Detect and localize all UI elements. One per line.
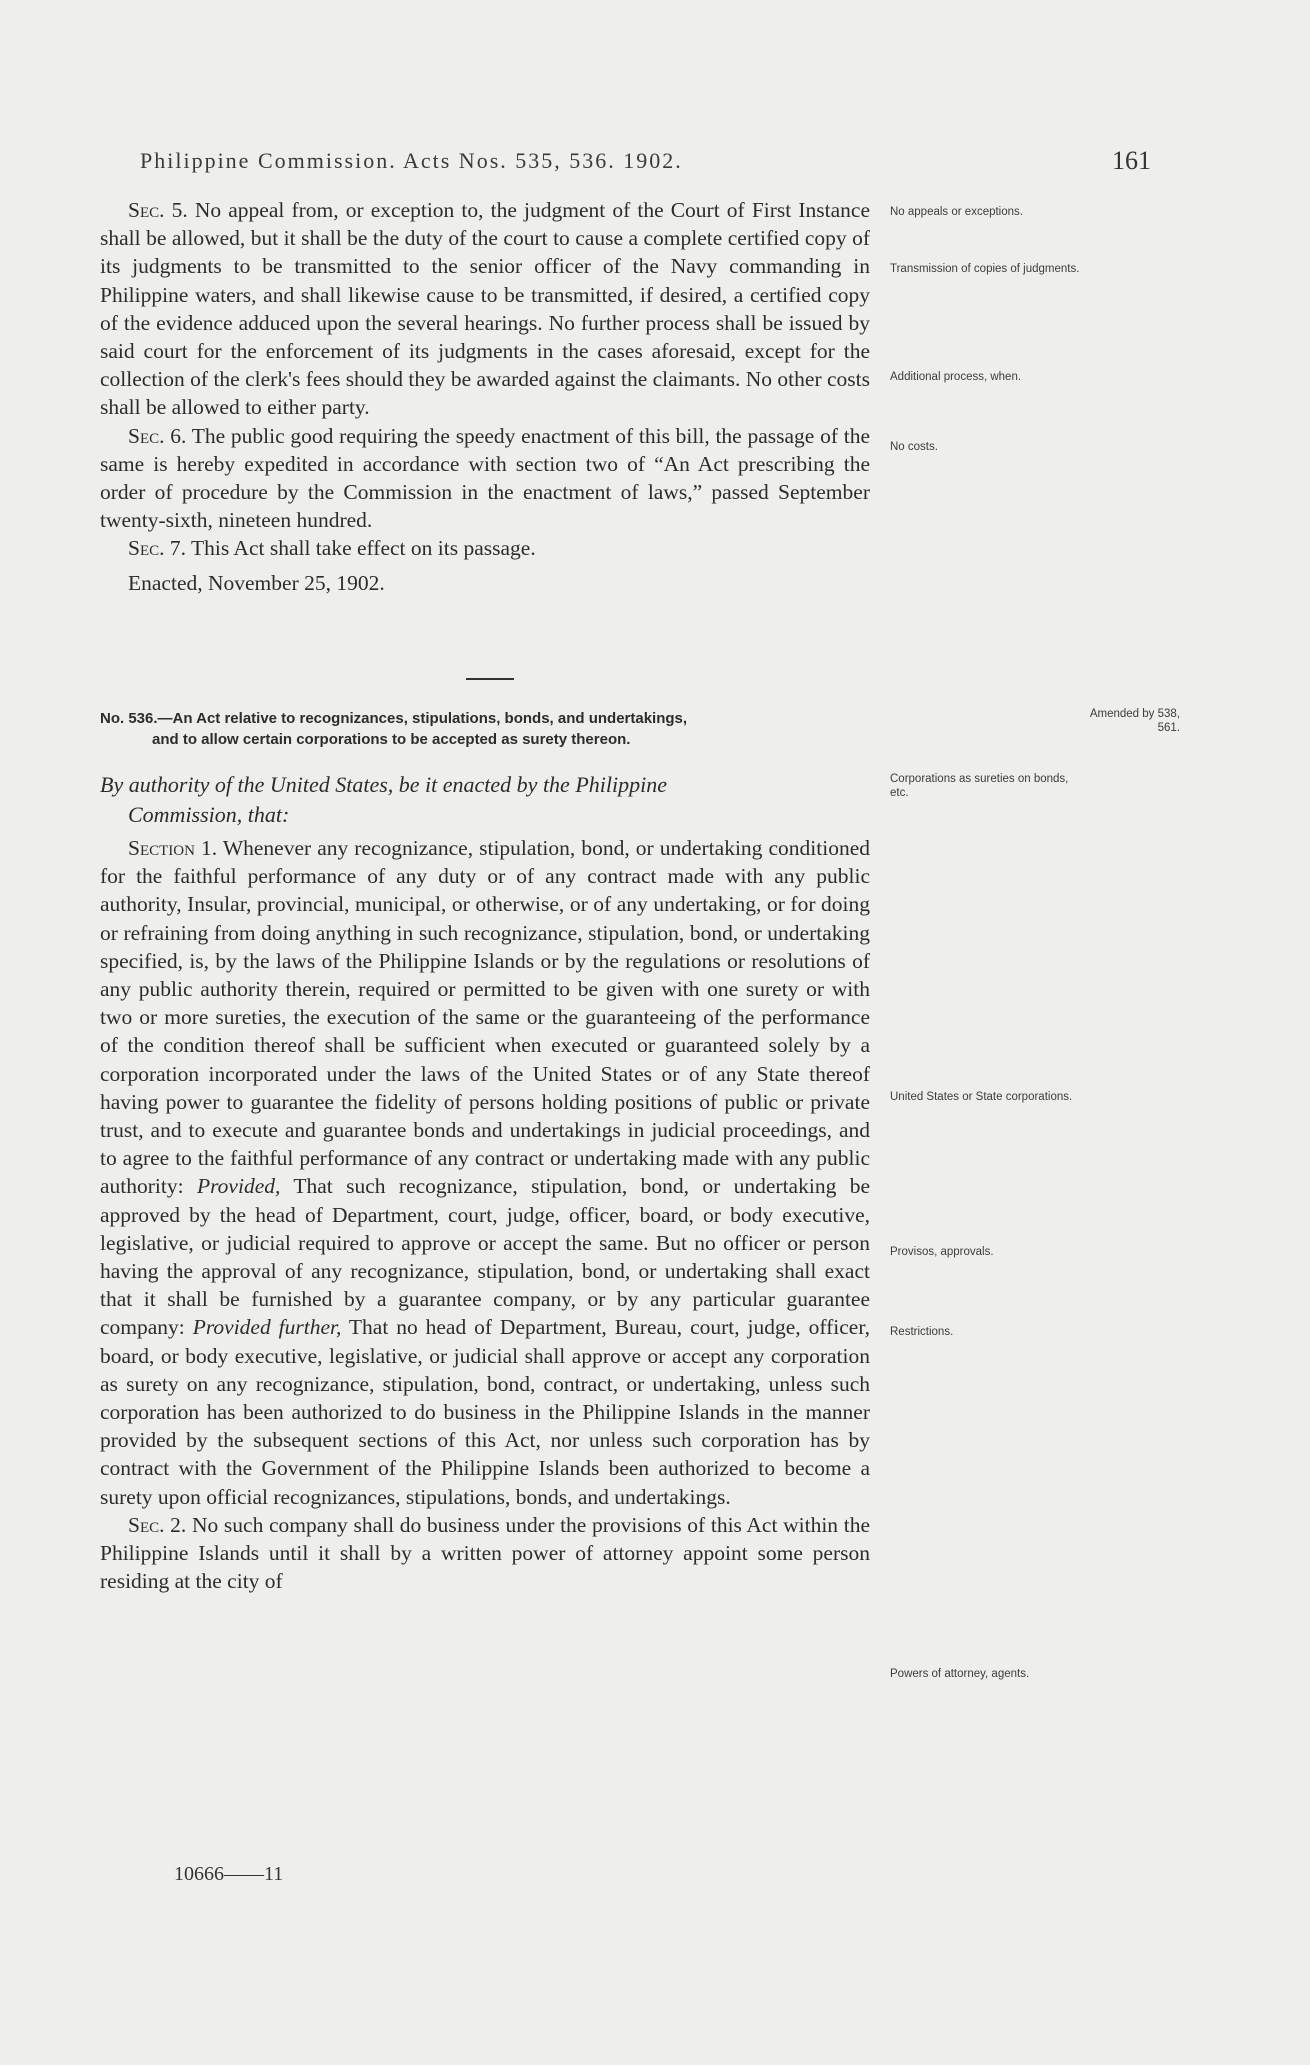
section-1: [100, 834, 870, 1511]
section-5: [100, 196, 870, 422]
section-7: [100, 534, 870, 562]
section-label: Sec. 2.: [128, 1512, 187, 1537]
section-body: No appeal from, or exception to, the judgment of the Court of First Instance shall be allowed, but it shall be the duty of the court to cause a complete certified copy of its judgments to be transmitted to the senior officer of the Navy commanding in Philippine waters, and shall likewise cause to be transmitted, if desired, a certified copy of the evidence adduced upon the several hearings. No further process shall be issued by said court for the enforcement of its judgments in the cases aforesaid, except for the collection of the clerk's fees should they be awarded against the claimants. No other costs shall be allowed to either party.: [100, 198, 870, 420]
section-label: Sec. 6.: [128, 423, 187, 448]
margin-note-provisos: Provisos, approvals.: [890, 1246, 994, 1258]
act-heading: [100, 708, 900, 750]
section-body: That no head of Department, Bureau, court, judge, officer, board, or body executive, legislative, or judicial shall approve or accept any corporation as surety on any recognizance, stipulation, bond, contract, or undertaking, unless such corporation has been authorized to do business in the Philippine Islands in the manner provided by the subsequent sections of this Act, nor unless such corporation has by contract with the Government of the Philippine Islands been authorized to become a surety upon official recognizances, stipulations, bonds, and undertakings.: [100, 1315, 870, 1509]
margin-note-amended: Amended by 538, 561.: [1089, 708, 1180, 734]
enacting-line1: By authority of the United States, be it enacted by the Philippine: [100, 772, 667, 797]
margin-note-corporations: Corporations as sureties on bonds, etc.: [890, 773, 1069, 799]
margin-note-no-costs: No costs.: [890, 441, 938, 453]
section-body: No such company shall do business under the provisions of this Act within the Philippine Islands until it shall by a written power of attorney appoint some person residing at the city of: [100, 1512, 870, 1594]
act-heading-line1: No. 536.—An Act relative to recognizances, stipulations, bonds, and undertakings,: [100, 710, 688, 727]
act535-text: [100, 196, 870, 597]
page-number: 161: [1112, 146, 1151, 175]
margin-note-restrictions: Restrictions.: [890, 1326, 954, 1338]
proviso-label: Provided further,: [192, 1315, 342, 1340]
act536-text: [100, 834, 870, 1595]
margin-note-transmission: Transmission of copies of judgments.: [890, 263, 1080, 275]
enacted-date: Enacted, November 25, 1902.: [128, 570, 385, 595]
printer-signature: 10666——11: [174, 1863, 284, 1885]
margin-note-additional-process: Additional process, when.: [890, 371, 1022, 383]
section-6: [100, 422, 870, 535]
margin-note-us-state-corporations: United States or State corporations.: [890, 1091, 1073, 1103]
section-2: [100, 1511, 870, 1596]
margin-note-powers-of-attorney: Powers of attorney, agents.: [890, 1668, 1030, 1680]
running-title: Philippine Commission. Acts Nos. 535, 536. 1902.: [140, 148, 683, 173]
section-body: This Act shall take effect on its passage.: [191, 536, 536, 561]
section-body: The public good requiring the speedy enactment of this bill, the passage of the same is hereby expedited in accordance with section two of “An Act prescribing the order of procedure by the Commission in the enactment of laws,” passed September twenty-sixth, nineteen hundred.: [100, 423, 870, 533]
margin-note-no-appeals: No appeals or exceptions.: [890, 206, 1023, 218]
act-heading-line2: and to allow certain corporations to be accepted as surety thereon.: [152, 731, 631, 748]
section-body: That such recognizance, stipulation, bond, or undertaking be approved by the head of Department, court, judge, officer, board, or body executive, legislative, or judicial required to approve or accept the same. But no officer or person having the approval of any recognizance, stipulation, bond, or undertaking shall exact that it shall be furnished by a guarantee company, or by any particular guarantee company:: [100, 1174, 870, 1340]
section-divider: [466, 678, 514, 680]
section-body: Whenever any recognizance, stipulation, bond, or undertaking conditioned for the faithful performance of any duty or of any contract made with any public authority, Insular, provincial, municipal, or otherwise, or of any undertaking, or for doing or refraining from doing anything in such recognizance, stipulation, bond, or undertaking specified, is, by the laws of the Philippine Islands or by the regulations or resolutions of any public authority therein, required or permitted to be given with one surety or with two or more sureties, the execution of the same or the guaranteeing of the performance of the condition thereof shall be sufficient when executed or guaranteed solely by a corporation incorporated under the laws of the United States or of any State thereof having power to guarantee the fidelity of persons holding positions of public or private trust, and to execute and guarantee bonds and undertakings in judicial proceedings, and to agree to the faithful performance of any contract or undertaking made with any public authority:: [100, 836, 870, 1199]
section-label: Sec. 5.: [128, 198, 188, 222]
enacting-clause: [100, 770, 890, 830]
section-label: Section 1.: [128, 836, 218, 860]
enacting-line2: Commission, that:: [128, 802, 290, 827]
section-label: Sec. 7.: [128, 536, 186, 561]
proviso-label: Provided,: [196, 1174, 281, 1199]
